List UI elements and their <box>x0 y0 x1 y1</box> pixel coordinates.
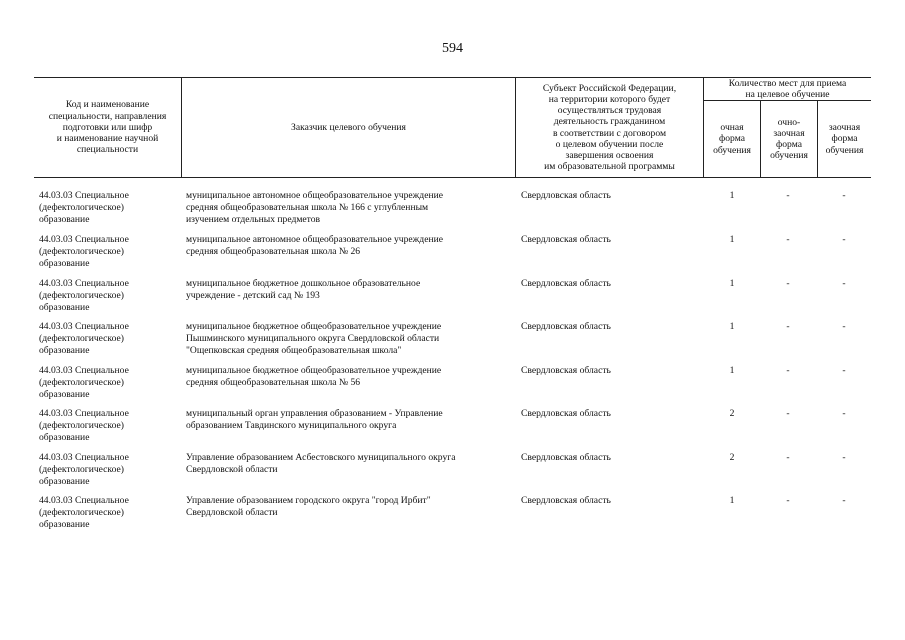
specialty-code: 44.03.03 Специальное (дефектологическое) образование <box>39 234 129 269</box>
mixed-count: - <box>786 190 790 201</box>
mixed-count: - <box>786 321 790 332</box>
customer-name: Управление образованием Асбестовского муниципального округа Свердловской области <box>186 452 456 475</box>
header-bottom-border <box>34 177 871 178</box>
mixed-count: - <box>786 408 790 419</box>
fulltime-count: 1 <box>729 278 735 289</box>
mixed-count: - <box>786 452 790 463</box>
mixed-count: - <box>786 365 790 376</box>
customer-name: муниципальное автономное общеобразовательное учреждение средняя общеобразовательная школа № 26 <box>186 234 443 257</box>
specialty-code: 44.03.03 Специальное (дефектологическое) образование <box>39 495 129 530</box>
mixed-count: - <box>786 278 790 289</box>
customer-name: Управление образованием городского округа "город Ирбит" Свердловской области <box>186 495 431 518</box>
fulltime-count: 1 <box>729 321 735 332</box>
specialty-code: 44.03.03 Специальное (дефектологическое) образование <box>39 365 129 400</box>
specialty-code: 44.03.03 Специальное (дефектологическое) образование <box>39 408 129 443</box>
parttime-count: - <box>842 495 846 506</box>
specialty-code: 44.03.03 Специальное (дефектологическое) образование <box>39 190 129 225</box>
parttime-count: - <box>842 408 846 419</box>
specialty-code: 44.03.03 Специальное (дефектологическое) образование <box>39 278 129 313</box>
header-customer: Заказчик целевого обучения <box>291 121 406 133</box>
parttime-count: - <box>842 190 846 201</box>
parttime-count: - <box>842 365 846 376</box>
fulltime-count: 2 <box>729 452 735 463</box>
specialty-code: 44.03.03 Специальное (дефектологическое) образование <box>39 321 129 356</box>
region-name: Свердловская область <box>521 495 611 506</box>
region-name: Свердловская область <box>521 190 611 201</box>
parttime-count: - <box>842 278 846 289</box>
mixed-count: - <box>786 495 790 506</box>
fulltime-count: 2 <box>729 408 735 419</box>
fulltime-count: 1 <box>729 365 735 376</box>
header-region: Субъект Российской Федерации, на территории которого будет осуществляться трудовая деятельность гражданином в соответствии с договором о целевом обучении после завершения освоения им образовательной программы <box>542 82 677 173</box>
region-name: Свердловская область <box>521 321 611 332</box>
region-name: Свердловская область <box>521 234 611 245</box>
region-name: Свердловская область <box>521 365 611 376</box>
header-places: Количество мест для приема на целевое обучение <box>728 77 847 100</box>
header-mixed: очно- заочная форма обучения <box>770 116 808 162</box>
header-parttime: заочная форма обучения <box>825 122 864 156</box>
region-name: Свердловская область <box>521 452 611 463</box>
parttime-count: - <box>842 234 846 245</box>
customer-name: муниципальное бюджетное дошкольное образовательное учреждение - детский сад № 193 <box>186 278 421 301</box>
customer-name: муниципальное бюджетное общеобразовательное учреждение Пышминского муниципального округа Свердловской области "Ощепковская средняя общеобразовательная школа" <box>186 321 442 356</box>
mixed-count: - <box>786 234 790 245</box>
header-fulltime: очная форма обучения <box>713 122 751 156</box>
customer-name: муниципальный орган управления образованием - Управление образованием Тавдинского муниципального округа <box>186 408 443 431</box>
fulltime-count: 1 <box>729 190 735 201</box>
region-name: Свердловская область <box>521 408 611 419</box>
header-code: Код и наименование специальности, направления подготовки или шифр и наименование научной специальности <box>48 99 167 156</box>
region-name: Свердловская область <box>521 278 611 289</box>
customer-name: муниципальное бюджетное общеобразовательное учреждение средняя общеобразовательная школа № 56 <box>186 365 442 388</box>
parttime-count: - <box>842 321 846 332</box>
page-number: 594 <box>442 41 463 56</box>
parttime-count: - <box>842 452 846 463</box>
customer-name: муниципальное автономное общеобразовательное учреждение средняя общеобразовательная школа № 166 с углубленным изучением отдельных предметов <box>186 190 443 225</box>
specialty-code: 44.03.03 Специальное (дефектологическое) образование <box>39 452 129 487</box>
fulltime-count: 1 <box>729 234 735 245</box>
fulltime-count: 1 <box>729 495 735 506</box>
